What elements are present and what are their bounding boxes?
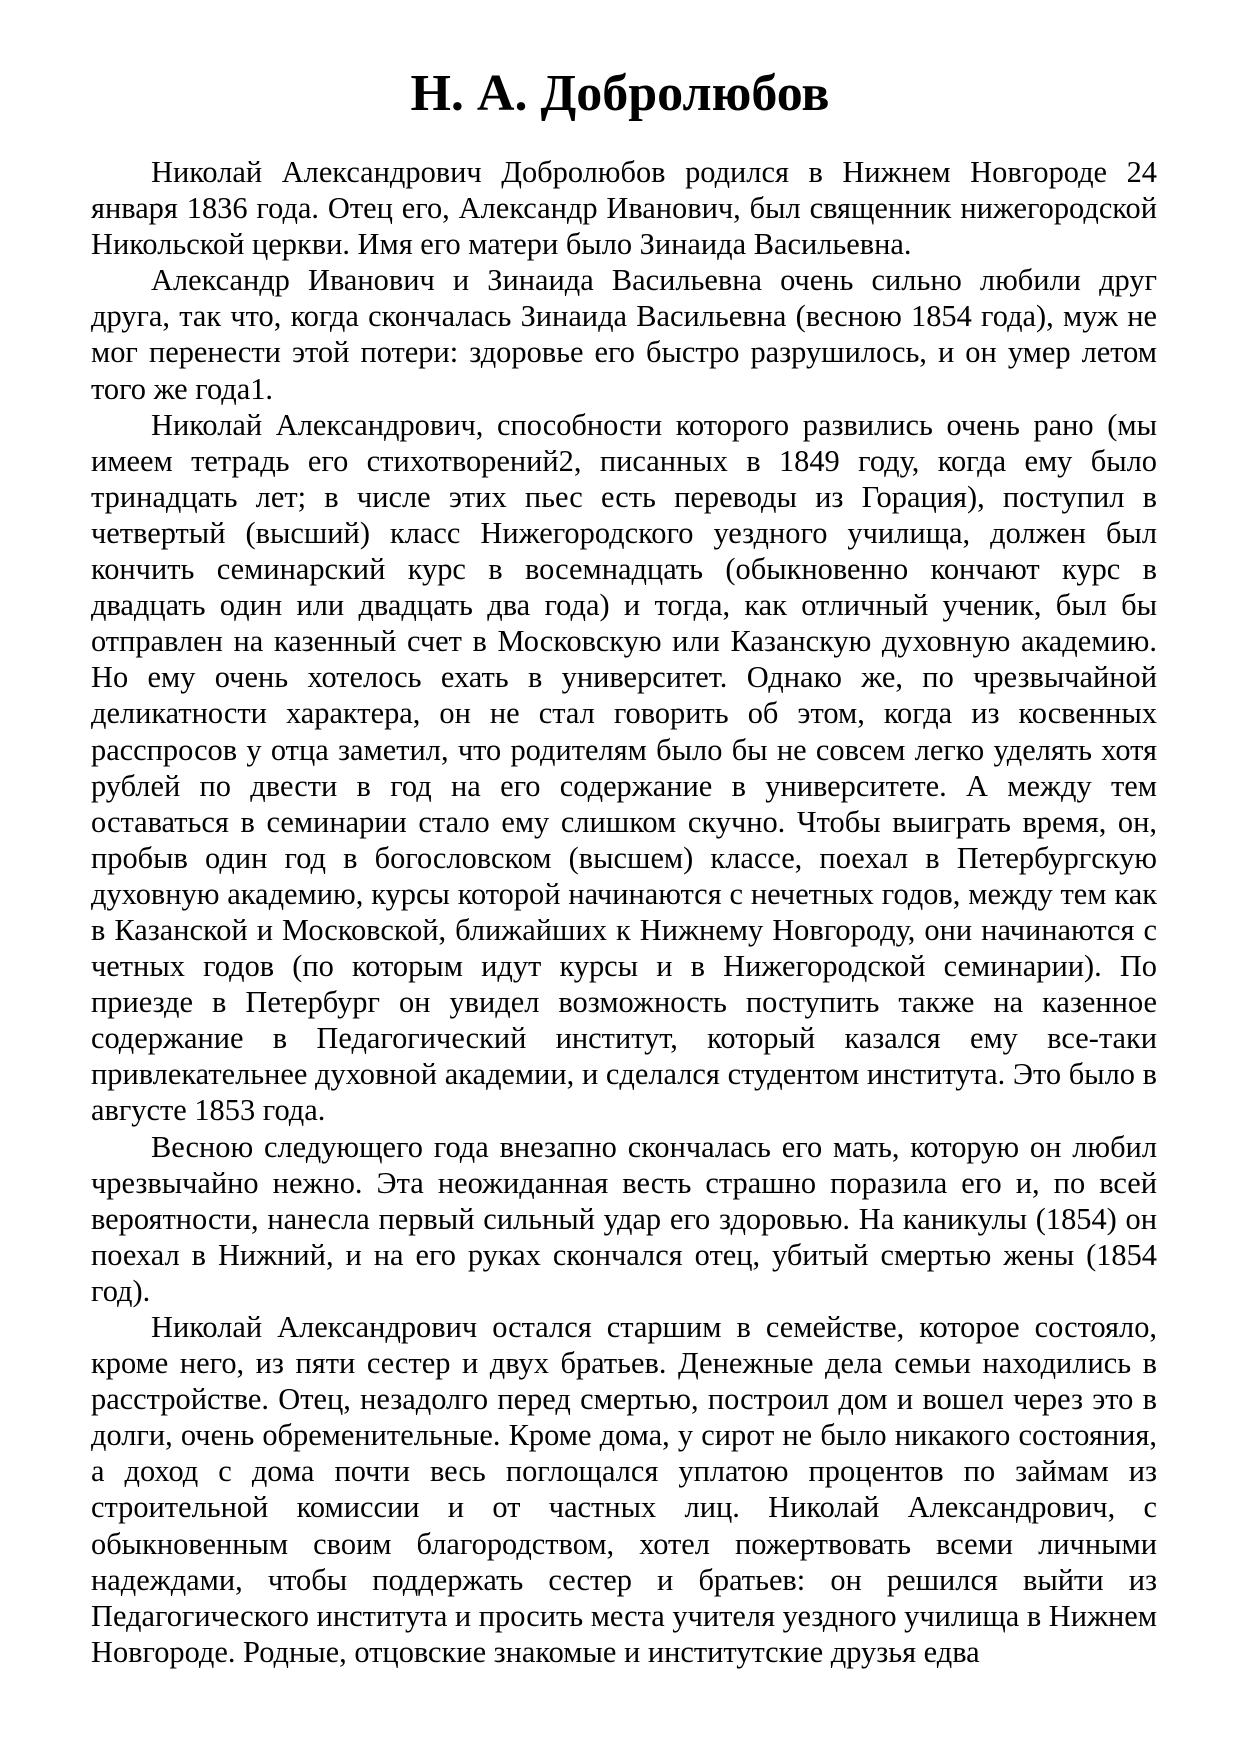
document-body [91, 154, 1157, 1670]
paragraph-3: Николай Александрович, способности которого развились очень рано (мы имеем тетрадь его стихотворений2, писанных в 1849 году, когда ему было тринадцать лет; в числе этих пьес есть переводы из Горация), поступил в четвертый (высший) класс Нижегородского уездного училища, должен был кончить семинарский курс в восемнадцать (обыкновенно кончают курс в двадцать один или двадцать два года) и тогда, как отличный ученик, был бы отправлен на казенный счет в Московскую или Казанскую духовную академию. Но ему очень хотелось ехать в университет. Однако же, по чрезвычайной деликатности характера, он не стал говорить об этом, когда из косвенных расспросов у отца заметил, что родителям было бы не совсем легко уделять хотя рублей по двести в год на его содержание в университете. А между тем оставаться в семинарии стало ему слишком скучно. Чтобы выиграть время, он, пробыв один год в богословском (высшем) классе, поехал в Петербургскую духовную академию, курсы которой начинаются с нечетных годов, между тем как в Казанской и Московской, ближайших к Нижнему Новгороду, они начинаются с четных годов (по которым идут курсы и в Нижегородской семинарии). По приезде в Петербург он увидел возможность поступить также на казенное содержание в Педагогический институт, который казался ему все-таки привлекательнее духовной академии, и сделался студентом института. Это было в августе 1853 года. [91, 407, 1157, 1128]
paragraph-5: Николай Александрович остался старшим в семействе, которое состояло, кроме него, из пяти сестер и двух братьев. Денежные дела семьи находились в расстройстве. Отец, незадолго перед смертью, построил дом и вошел через это в долги, очень обременительные. Кроме дома, у сирот не было никакого состояния, а доход с дома почти весь поглощался уплатою процентов по займам из строительной комиссии и от частных лиц. Николай Александрович, с обыкновенным своим благородством, хотел пожертвовать всеми личными надеждами, чтобы поддержать сестер и братьев: он решился выйти из Педагогического института и просить места учителя уездного училища в Нижнем Новгороде. Родные, отцовские знакомые и институтские друзья едва [91, 1310, 1157, 1669]
paragraph-1: Николай Александрович Добролюбов родился в Нижнем Новгороде 24 января 1836 года. Отец его, Александр Иванович, был священник нижегородской Никольской церкви. Имя его матери было Зинаида Васильевна. [91, 155, 1157, 262]
paragraph-4: Весною следующего года внезапно скончалась его мать, которую он любил чрезвычайно нежно. Эта неожиданная весть страшно поразила его и, по всей вероятности, нанесла первый сильный удар его здоровью. На каникулы (1854) он поехал в Нижний, и на его руках скончался отец, убитый смертью жены (1854 год). [91, 1129, 1157, 1308]
paragraph-2: Александр Иванович и Зинаида Васильевна очень сильно любили друг друга, так что, когда скончалась Зинаида Васильевна (весною 1854 года), муж не мог перенести этой потери: здоровье его быстро разрушилось, и он умер летом того же года1. [91, 263, 1157, 406]
page-title: Н. А. Добролюбов [410, 65, 830, 122]
